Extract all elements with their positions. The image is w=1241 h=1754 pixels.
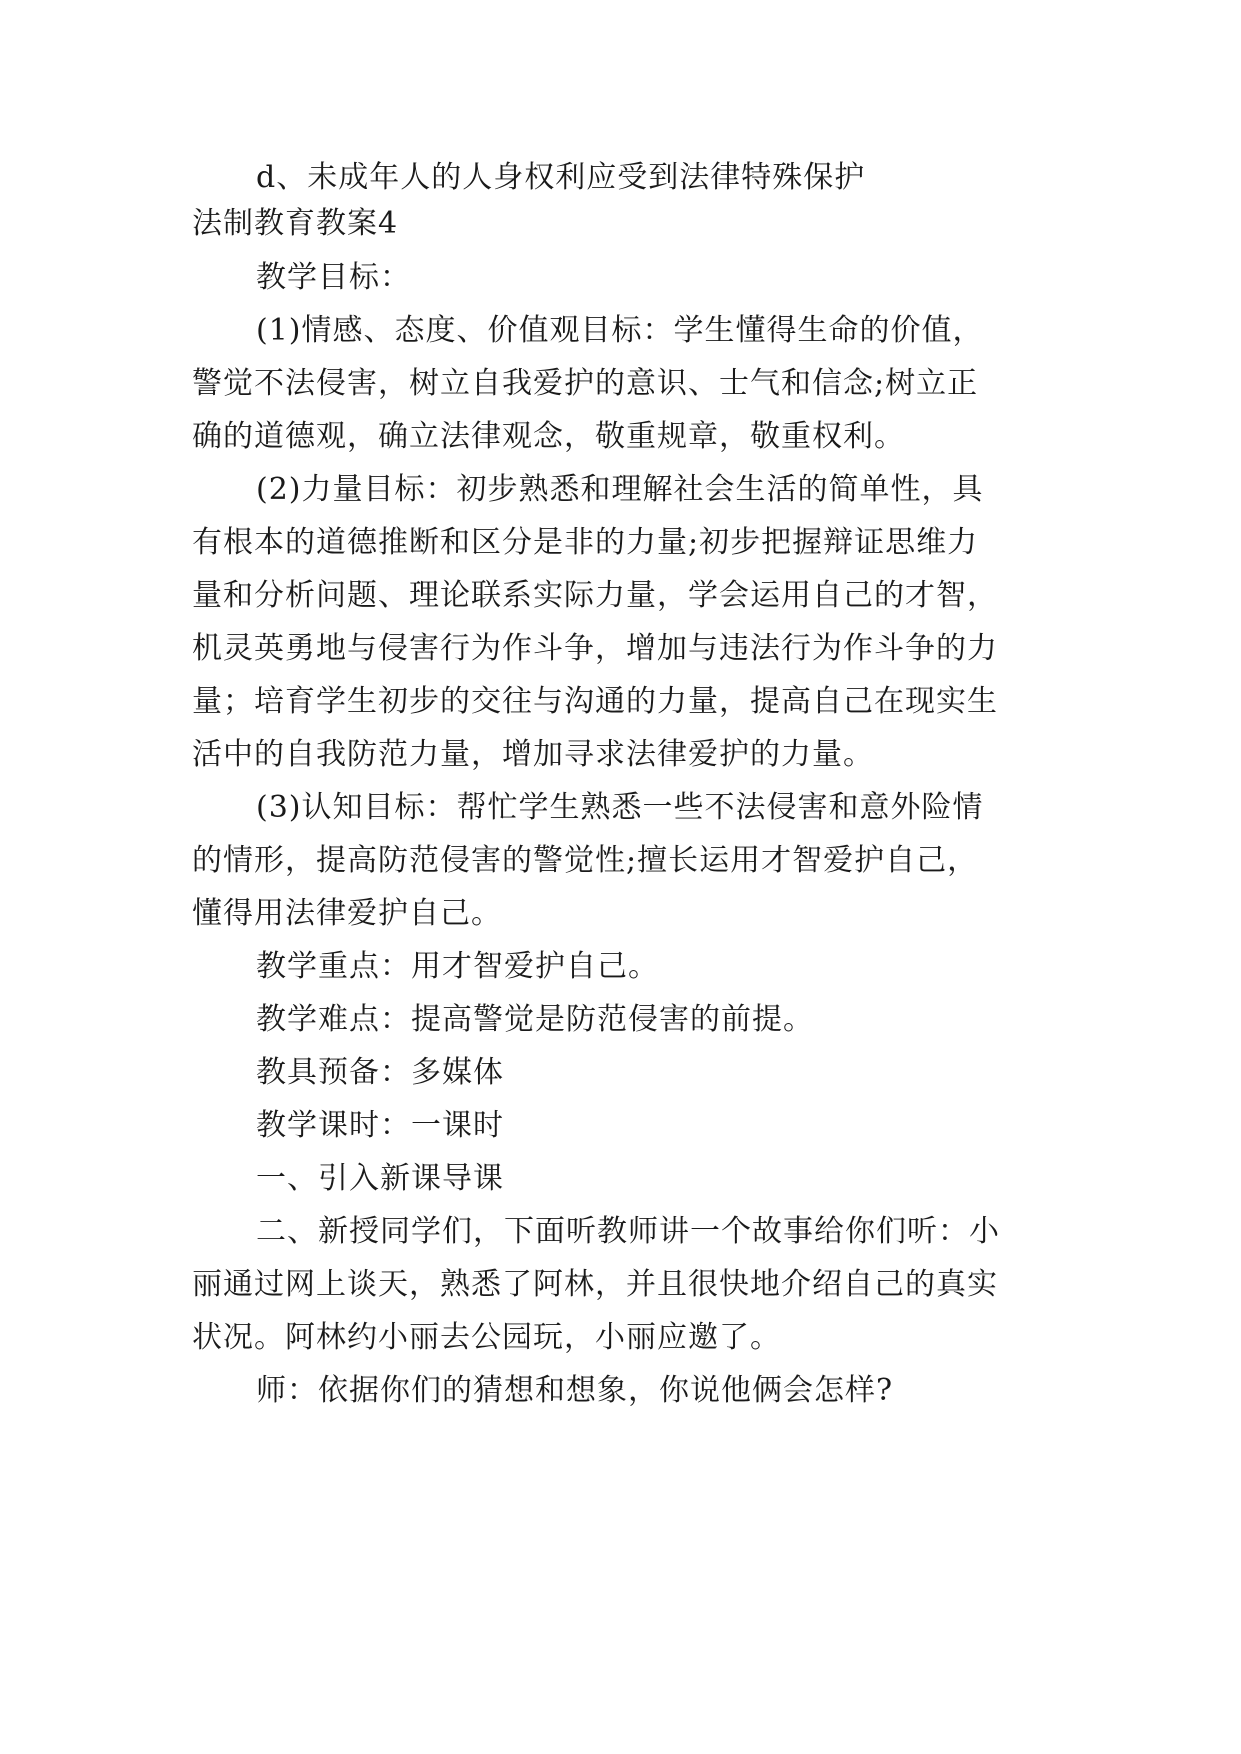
text-line: 师：依据你们的猜想和想象，你说他俩会怎样? [256, 1373, 894, 1408]
text-line: 教学难点：提高警觉是防范侵害的前提。 [256, 1002, 814, 1037]
text-line: d、未成年人的人身权利应受到法律特殊保护 [256, 160, 866, 195]
text-line: (1)情感、态度、价值观目标：学生懂得生命的价值， [256, 313, 984, 348]
text-line: 量；培育学生初步的交往与沟通的力量，提高自己在现实生 [192, 684, 998, 719]
text-line: 有根本的道德推断和区分是非的力量;初步把握辩证思维力 [192, 525, 979, 560]
text-line: 丽通过网上谈天，熟悉了阿林，并且很快地介绍自己的真实 [192, 1267, 998, 1302]
text-line: 状况。阿林约小丽去公园玩，小丽应邀了。 [192, 1320, 781, 1355]
text-line: 的情形，提高防范侵害的警觉性;擅长运用才智爱护自己， [192, 843, 979, 878]
section-heading: 法制教育教案4 [192, 206, 399, 241]
text-line: 教具预备：多媒体 [256, 1055, 504, 1090]
text-line: 量和分析问题、理论联系实际力量，学会运用自己的才智， [192, 578, 998, 613]
text-line: (3)认知目标：帮忙学生熟悉一些不法侵害和意外险情 [256, 790, 984, 825]
text-line: 教学课时：一课时 [256, 1108, 504, 1143]
text-line: 确的道德观，确立法律观念，敬重规章，敬重权利。 [192, 419, 905, 454]
text-line: 懂得用法律爱护自己。 [192, 896, 502, 931]
text-line: 警觉不法侵害，树立自我爱护的意识、士气和信念;树立正 [192, 366, 979, 401]
text-line: 活中的自我防范力量，增加寻求法律爱护的力量。 [192, 737, 874, 772]
text-line: (2)力量目标：初步熟悉和理解社会生活的简单性，具 [256, 472, 984, 507]
text-line: 机灵英勇地与侵害行为作斗争，增加与违法行为作斗争的力 [192, 631, 998, 666]
text-line: 教学重点：用才智爱护自己。 [256, 949, 659, 984]
text-line: 教学目标： [256, 260, 411, 295]
text-line: 一、引入新课导课 [256, 1161, 504, 1196]
text-line: 二、新授同学们，下面听教师讲一个故事给你们听：小 [256, 1214, 1000, 1249]
